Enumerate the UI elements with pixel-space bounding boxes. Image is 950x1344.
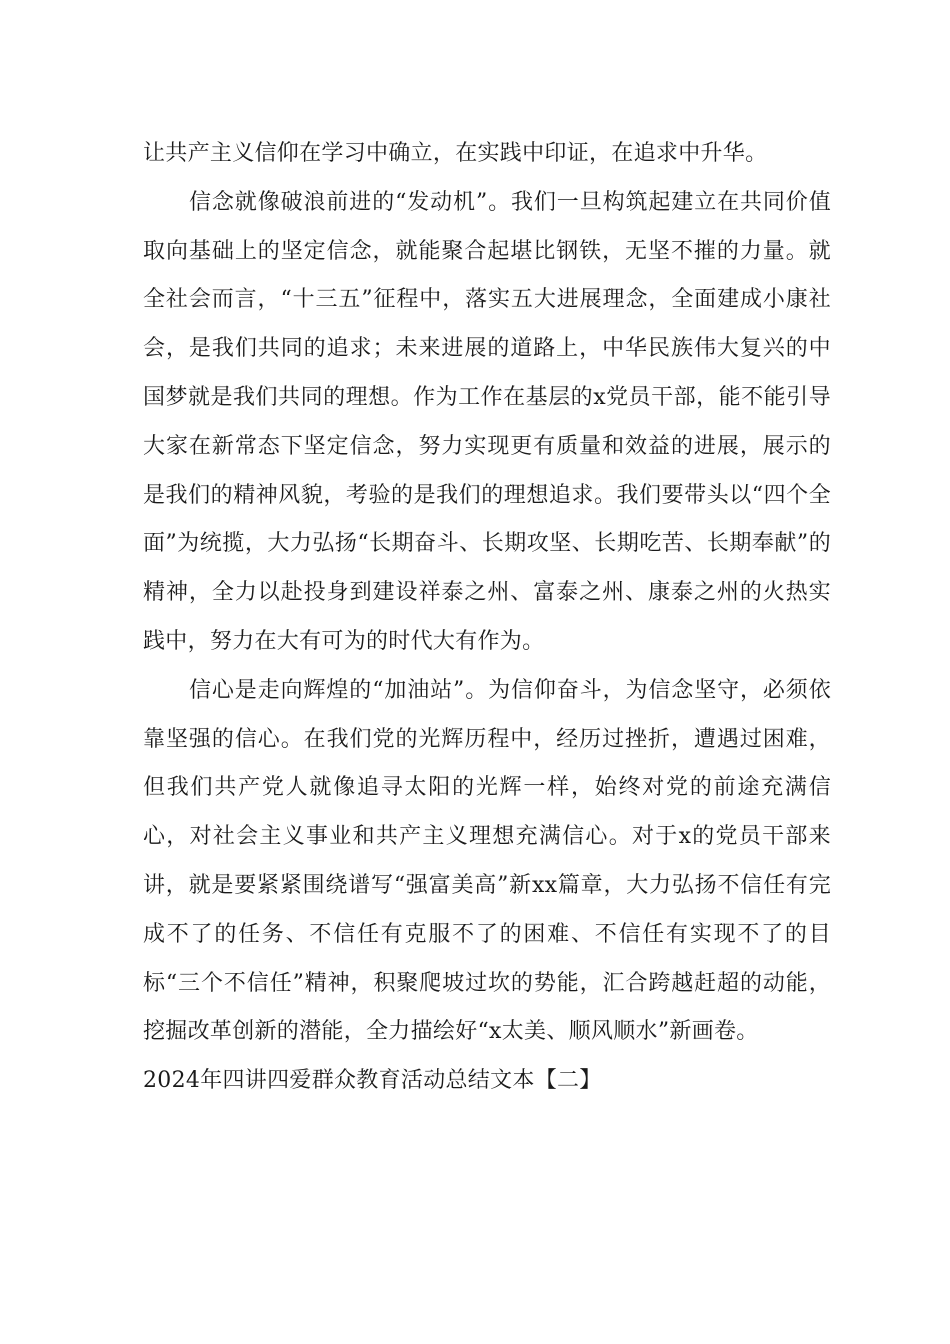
section-heading: 2024年四讲四爱群众教育活动总结文本【二】 xyxy=(143,1068,602,1094)
paragraph-2: 信念就像破浪前进的“发动机”。我们一旦构筑起建立在共同价值取向基础上的坚定信念，就能聚合起堪比钢铁，无坚不摧的力量。就全社会而言，“十三五”征程中，落实五大进展理念，全面建成小康社会，是我们共同的追求；未来进展的道路上，中华民族伟大复兴的中国梦就是我们共同的理想。作为工作在基层的x党员干部，能不能引导大家在新常态下坚定信念，努力实现更有质量和效益的进展，展示的是我们的精神风貌，考验的是我们的理想追求。我们要带头以“四个全面”为统揽，大力弘扬“长期奋斗、长期攻坚、长期吃苦、长期奉献”的精神，全力以赴投身到建设祥泰之州、富泰之州、康泰之州的火热实践中，努力在大有可为的时代大有作为。 xyxy=(143,189,831,654)
paragraph-1: 让共产主义信仰在学习中确立，在实践中印证，在追求中升华。 xyxy=(143,141,768,166)
document-body xyxy=(143,130,831,1106)
paragraph-3: 信心是走向辉煌的“加油站”。为信仰奋斗，为信念坚守，必须依靠坚强的信心。在我们党的光辉历程中，经历过挫折，遭遇过困难，但我们共产党人就像追寻太阳的光辉一样，始终对党的前途充满信心，对社会主义事业和共产主义理想充满信心。对于x的党员干部来讲，就是要紧紧围绕谱写“强富美高”新xx篇章，大力弘扬不信任有完成不了的任务、不信任有克服不了的困难、不信任有实现不了的目标“三个不信任”精神，积聚爬坡过坎的势能，汇合跨越赶超的动能，挖掘改革创新的潜能，全力描绘好“x太美、顺风顺水”新画卷。 xyxy=(143,677,831,1045)
